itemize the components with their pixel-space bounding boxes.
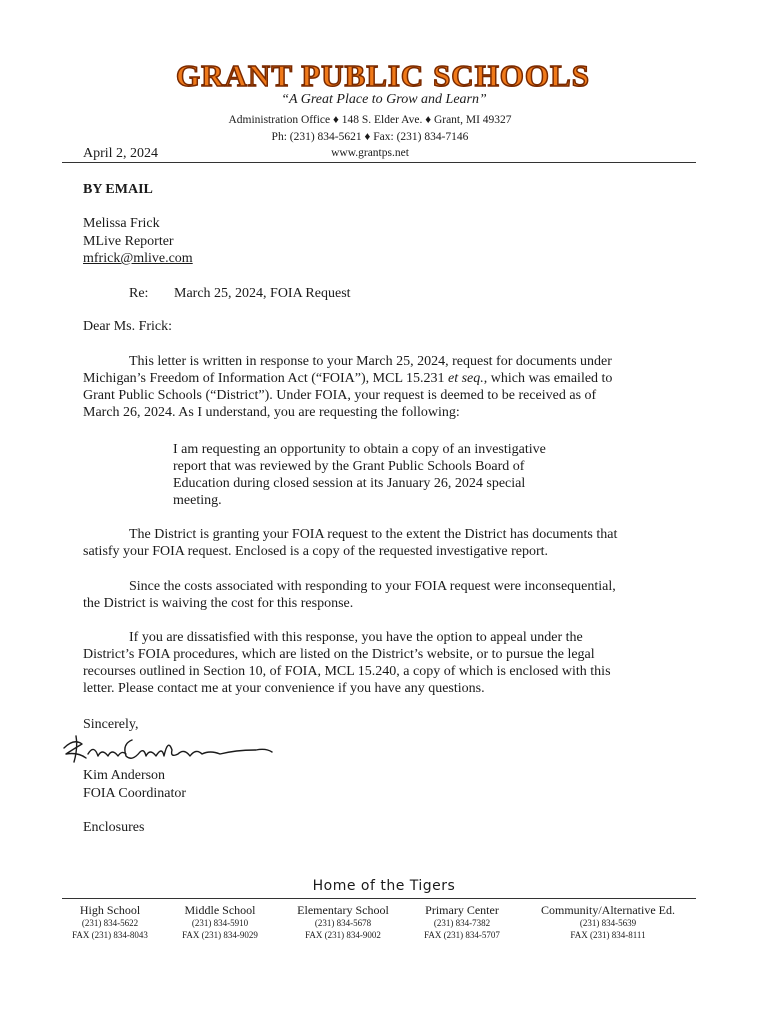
footer-school-community — [528, 903, 688, 941]
school-fax: FAX (231) 834-8111 — [570, 930, 646, 940]
footer-divider — [62, 898, 696, 899]
paragraph-3 — [83, 578, 673, 612]
school-name: High School — [79, 903, 141, 917]
paragraph-4-line: recourses outlined in Section 10, of FOIA, MCL 15.240, a copy of which is enclosed with this — [83, 664, 611, 679]
letterhead-title: GRANT PUBLIC SCHOOLS — [176, 58, 590, 93]
school-phone: (231) 834-7382 — [433, 918, 491, 928]
recipient-title: MLive Reporter — [83, 234, 174, 249]
letterhead-address: Administration Office ♦ 148 S. Elder Ave. ♦ Grant, MI 49327 — [228, 114, 512, 126]
paragraph-1-line: March 26, 2024. As I understand, you are requesting the following: — [83, 405, 460, 420]
text-span: Michigan’s Freedom of Information Act (“FOIA”), MCL 15.231 — [83, 371, 448, 386]
paragraph-3-line: the District is waiving the cost for this response. — [83, 596, 354, 611]
quote-line: I am requesting an opportunity to obtain a copy of an investigative — [173, 442, 546, 457]
signature-image — [60, 730, 280, 772]
letterhead-website: www.grantps.net — [331, 147, 409, 159]
school-fax: FAX (231) 834-9029 — [182, 930, 258, 940]
school-phone: (231) 834-5678 — [314, 918, 372, 928]
signer-title: FOIA Coordinator — [83, 786, 187, 801]
paragraph-1-line: Grant Public Schools (“District”). Under FOIA, your request is deemed to be received as of — [83, 388, 597, 403]
recipient-email-link[interactable]: mfrick@mlive.com — [83, 251, 193, 266]
salutation: Dear Ms. Frick: — [83, 319, 173, 334]
footer-school-high — [62, 903, 158, 941]
paragraph-4-line: letter. Please contact me at your convenience if you have any questions. — [83, 681, 485, 696]
paragraph-2-line: The District is granting your FOIA request to the extent the District has documents that — [129, 527, 618, 542]
paragraph-4-line: District’s FOIA procedures, which are listed on the District’s website, or to pursue the legal — [83, 647, 595, 662]
quote-line: report that was reviewed by the Grant Public Schools Board of — [173, 459, 525, 474]
paragraph-4-line: If you are dissatisfied with this response, you have the option to appeal under the — [129, 630, 583, 645]
school-fax: FAX (231) 834-8043 — [72, 930, 148, 940]
re-label: Re: — [129, 286, 149, 301]
school-name: Primary Center — [425, 903, 499, 917]
closing: Sincerely, — [83, 717, 139, 732]
enclosures-note: Enclosures — [83, 820, 145, 835]
paragraph-2 — [83, 526, 673, 560]
school-phone: (231) 834-5910 — [191, 918, 249, 928]
school-name: Middle School — [184, 903, 256, 917]
text-span: , which was emailed to — [483, 371, 613, 386]
signer-name: Kim Anderson — [83, 768, 166, 783]
footer-school-primary — [412, 903, 512, 941]
paragraph-3-line: Since the costs associated with responding to your FOIA request were inconsequential, — [129, 579, 616, 594]
footer-school-middle — [170, 903, 270, 941]
school-phone: (231) 834-5639 — [579, 918, 637, 928]
school-fax: FAX (231) 834-9002 — [305, 930, 381, 940]
letter-date: April 2, 2024 — [83, 146, 159, 161]
school-name: Elementary School — [297, 903, 389, 917]
footer-tagline: Home of the Tigers — [312, 878, 456, 894]
paragraph-1-line — [83, 370, 673, 387]
italic-text: et seq. — [447, 371, 484, 386]
quoted-request — [173, 441, 593, 509]
paragraph-4 — [83, 629, 673, 697]
header-divider — [62, 162, 696, 163]
footer-school-elementary — [286, 903, 400, 941]
re-subject: March 25, 2024, FOIA Request — [174, 286, 351, 301]
school-fax: FAX (231) 834-5707 — [424, 930, 500, 940]
paragraph-1-line: This letter is written in response to your March 25, 2024, request for documents under — [129, 354, 612, 369]
paragraph-1 — [83, 353, 673, 421]
recipient-name: Melissa Frick — [83, 216, 160, 231]
letterhead-motto: “A Great Place to Grow and Learn” — [281, 92, 487, 107]
school-name: Community/Alternative Ed. — [541, 903, 675, 917]
quote-line: Education during closed session at its January 26, 2024 special — [173, 476, 526, 491]
quote-line: meeting. — [173, 493, 222, 508]
letterhead-phone-fax: Ph: (231) 834-5621 ♦ Fax: (231) 834-7146 — [271, 131, 469, 143]
delivery-method: BY EMAIL — [83, 182, 153, 197]
school-phone: (231) 834-5622 — [81, 918, 139, 928]
paragraph-2-line: satisfy your FOIA request. Enclosed is a copy of the requested investigative report. — [83, 544, 548, 559]
